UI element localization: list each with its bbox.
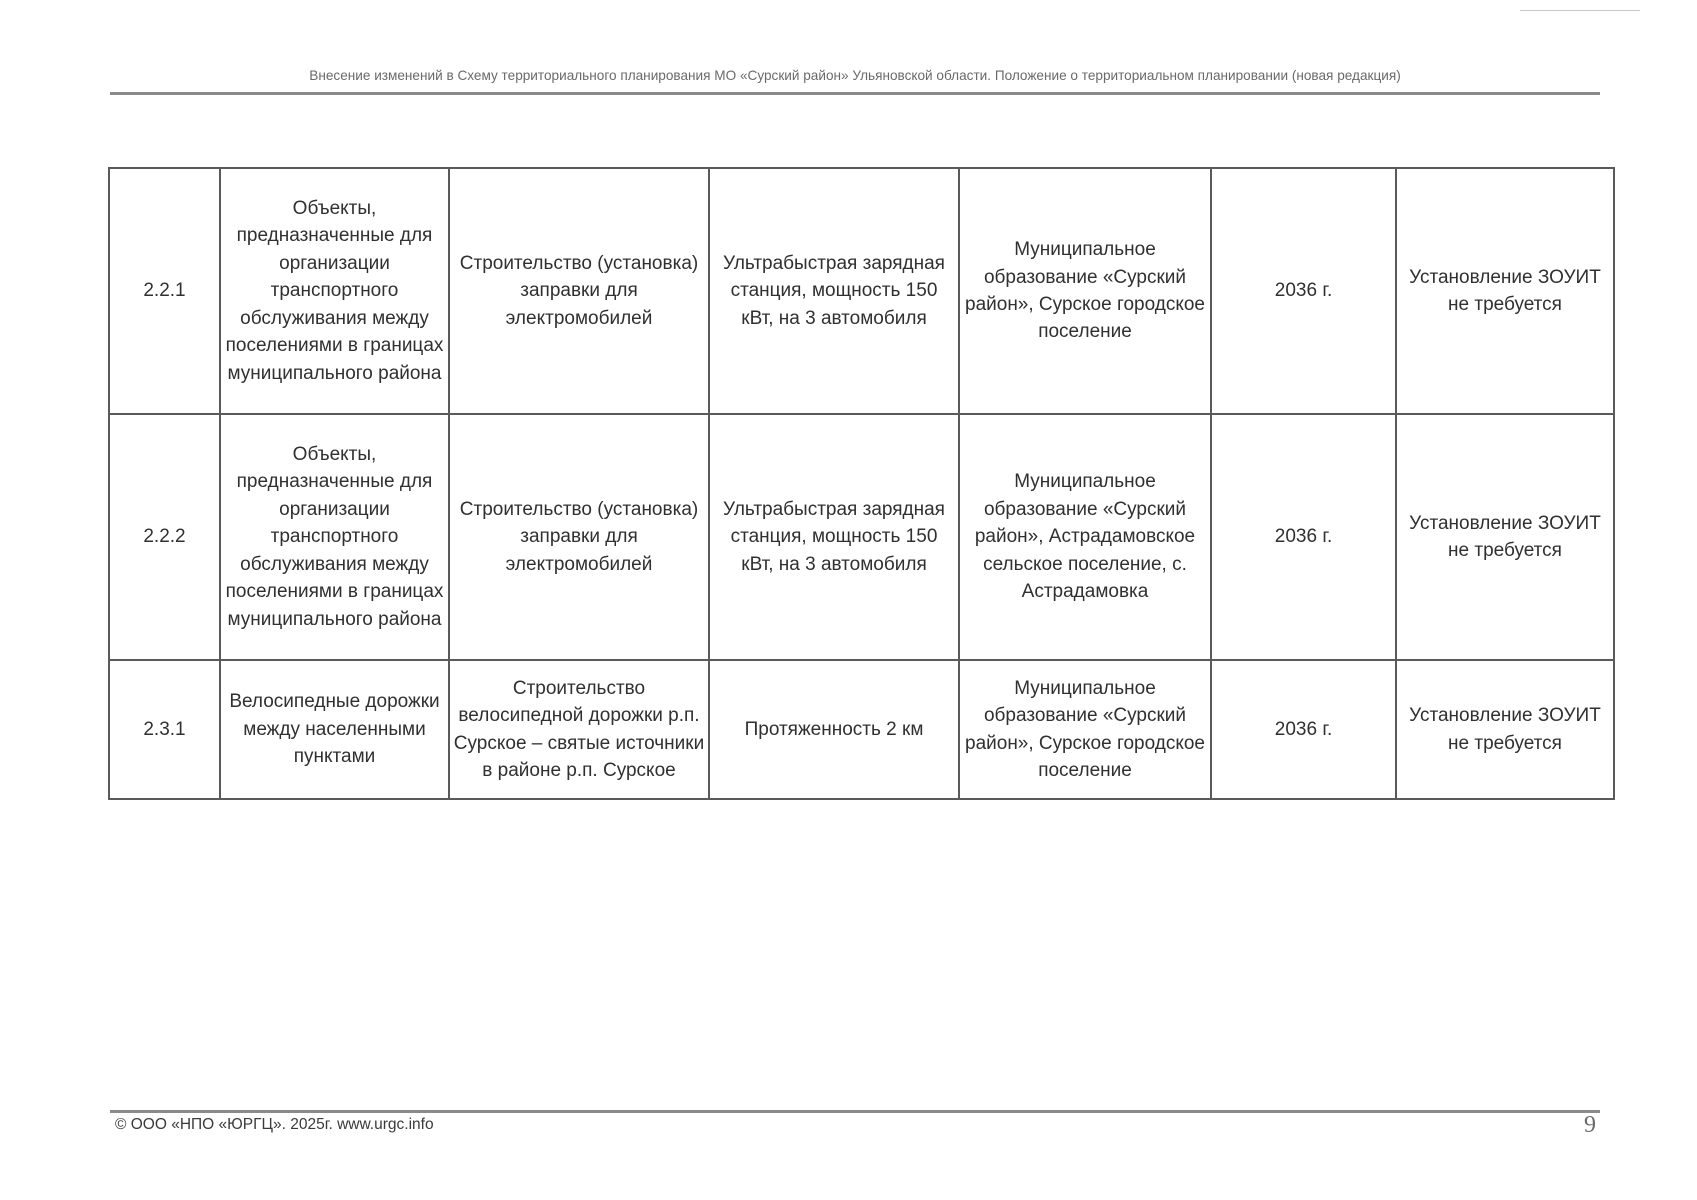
cell-object-type: Велосипедные дорожки между населенными пунктами (220, 660, 449, 799)
cell-term: 2036 г. (1211, 414, 1396, 660)
cell-number: 2.3.1 (109, 660, 220, 799)
header-divider (110, 92, 1600, 95)
cell-location: Муниципальное образование «Сурский район», Астрадамовское сельское поселение, с. Астрадамовка (959, 414, 1211, 660)
page-header: Внесение изменений в Схему территориального планирования МО «Сурский район» Ульяновской области. Положение о территориальном планировании (новая редакция) (309, 68, 1401, 83)
footer-copyright: © ООО «НПО «ЮРГЦ». 2025г. www.urgc.info (115, 1116, 434, 1133)
cell-name: Строительство (установка) заправки для электромобилей (449, 414, 709, 660)
cell-zone: Установление ЗОУИТ не требуется (1396, 660, 1614, 799)
page-number: 9 (1584, 1112, 1596, 1138)
cell-number: 2.2.1 (109, 168, 220, 414)
cell-characteristics: Протяженность 2 км (709, 660, 959, 799)
planned-objects-table (108, 167, 1615, 800)
cell-term: 2036 г. (1211, 660, 1396, 799)
table-row (109, 660, 1614, 799)
cell-characteristics: Ультрабыстрая зарядная станция, мощность 150 кВт, на 3 автомобиля (709, 414, 959, 660)
cell-characteristics: Ультрабыстрая зарядная станция, мощность 150 кВт, на 3 автомобиля (709, 168, 959, 414)
cell-term: 2036 г. (1211, 168, 1396, 414)
cell-location: Муниципальное образование «Сурский район», Сурское городское поселение (959, 168, 1211, 414)
cell-zone: Установление ЗОУИТ не требуется (1396, 414, 1614, 660)
table-row (109, 414, 1614, 660)
table-row (109, 168, 1614, 414)
cell-name: Строительство (установка) заправки для электромобилей (449, 168, 709, 414)
cell-zone: Установление ЗОУИТ не требуется (1396, 168, 1614, 414)
cell-location: Муниципальное образование «Сурский район», Сурское городское поселение (959, 660, 1211, 799)
cell-name: Строительство велосипедной дорожки р.п. Сурское – святые источники в районе р.п. Сурское (449, 660, 709, 799)
scan-artifact-line (1520, 10, 1640, 11)
cell-object-type: Объекты, предназначенные для организации транспортного обслуживания между поселениями в границах муниципального района (220, 414, 449, 660)
cell-object-type: Объекты, предназначенные для организации транспортного обслуживания между поселениями в границах муниципального района (220, 168, 449, 414)
footer-divider (110, 1110, 1600, 1113)
cell-number: 2.2.2 (109, 414, 220, 660)
